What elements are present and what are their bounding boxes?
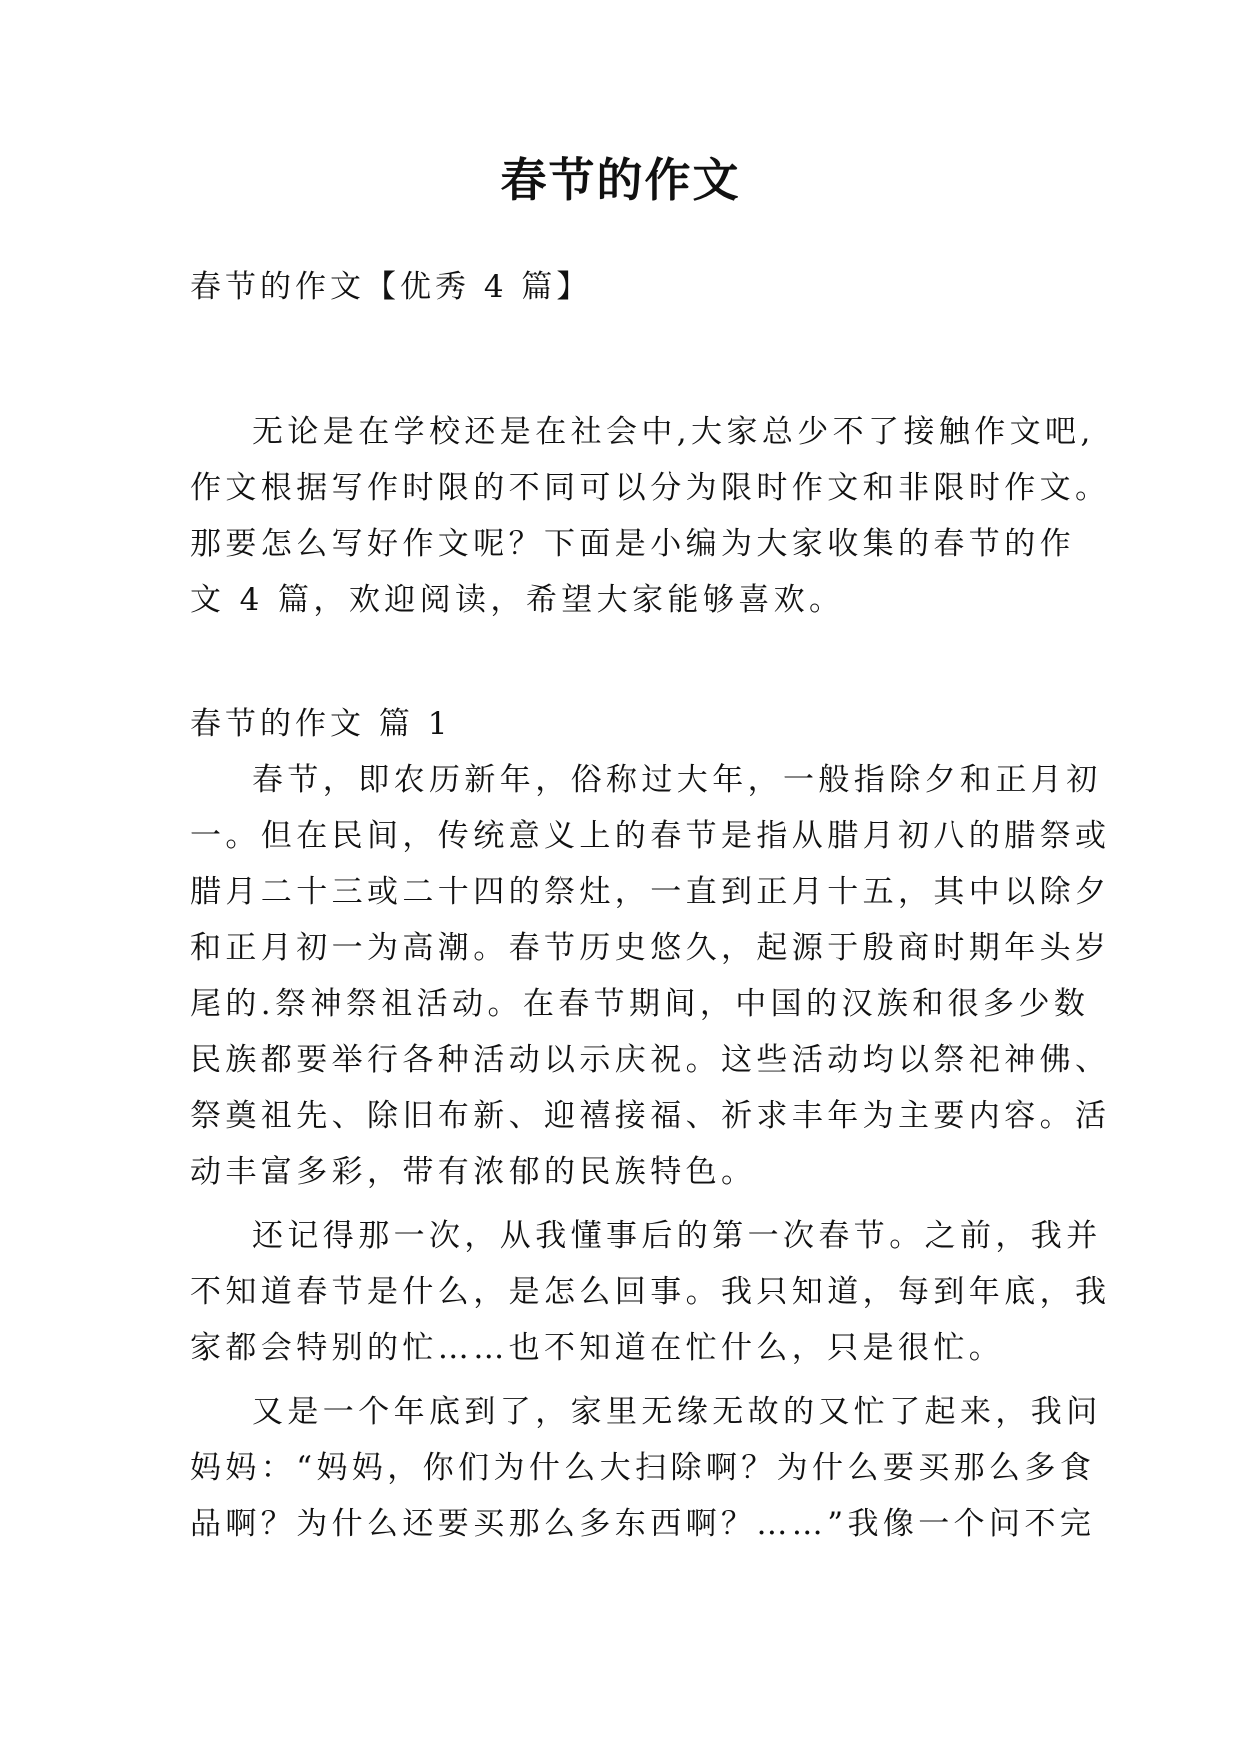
section-heading: 春节的作文 篇 1 (190, 706, 452, 742)
body-line-8: 动丰富多彩，带有浓郁的民族特色。 (190, 1154, 757, 1190)
body-line-6: 民族都要举行各种活动以示庆祝。这些活动均以祭祀神佛、 (190, 1042, 1111, 1078)
body-line-7: 祭奠祖先、除旧布新、迎禧接福、祈求丰年为主要内容。活 (190, 1098, 1111, 1134)
body-line-1: 春节，即农历新年，俗称过大年，一般指除夕和正月初 (252, 762, 1102, 798)
body-line-14: 品啊？为什么还要买那么多东西啊？……”我像一个问不完 (190, 1506, 1096, 1542)
body-line-10: 不知道春节是什么，是怎么回事。我只知道，每到年底，我 (190, 1274, 1111, 1310)
document-subtitle: 春节的作文【优秀 4 篇】 (190, 269, 592, 305)
intro-line-3: 那要怎么写好作文呢？下面是小编为大家收集的春节的作 (190, 526, 1075, 562)
intro-line-2: 作文根据写作时限的不同可以分为限时作文和非限时作文。 (190, 470, 1111, 506)
body-line-3: 腊月二十三或二十四的祭灶，一直到正月十五，其中以除夕 (190, 874, 1111, 910)
body-line-5: 尾的.祭神祭祖活动。在春节期间，中国的汉族和很多少数 (190, 986, 1090, 1022)
body-line-12: 又是一个年底到了，家里无缘无故的又忙了起来，我问 (252, 1394, 1102, 1430)
body-line-9: 还记得那一次，从我懂事后的第一次春节。之前，我并 (252, 1218, 1102, 1254)
body-line-13: 妈妈：“妈妈，你们为什么大扫除啊？为什么要买那么多食 (190, 1450, 1096, 1486)
body-line-2: 一。但在民间，传统意义上的春节是指从腊月初八的腊祭或 (190, 818, 1111, 854)
body-line-11: 家都会特别的忙……也不知道在忙什么，只是很忙。 (190, 1330, 1005, 1366)
page-title: 春节的作文 (500, 153, 741, 207)
intro-line-4: 文 4 篇，欢迎阅读，希望大家能够喜欢。 (190, 582, 845, 618)
intro-line-1: 无论是在学校还是在社会中,大家总少不了接触作文吧, (252, 414, 1095, 450)
body-line-4: 和正月初一为高潮。春节历史悠久，起源于殷商时期年头岁 (190, 930, 1111, 966)
